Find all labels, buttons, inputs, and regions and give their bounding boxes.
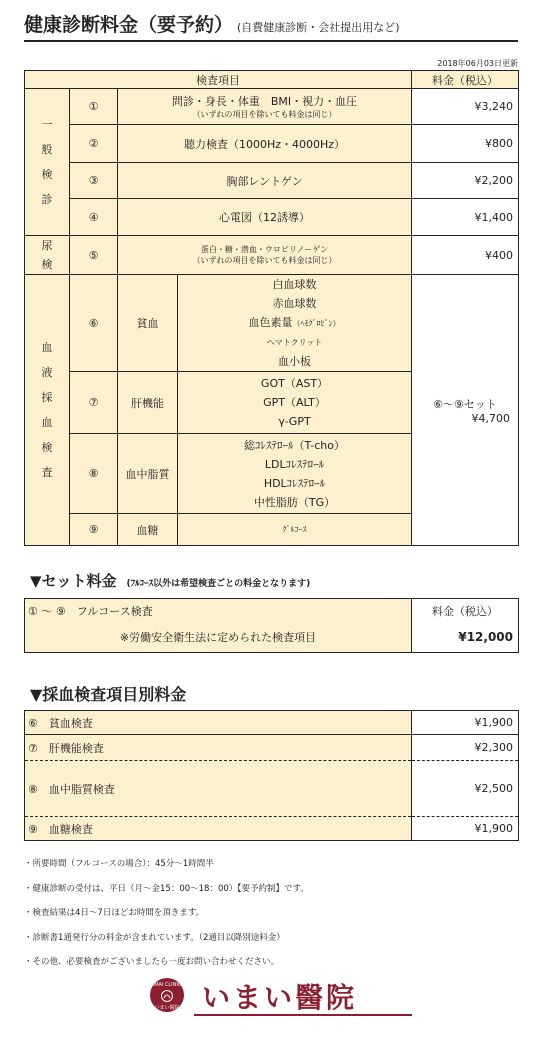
blood-items: 総ｺﾚｽﾃﾛｰﾙ（T-cho） LDLｺﾚｽﾃﾛｰﾙ HDLｺﾚｽﾃﾛｰﾙ 中性脂肪（TG）	[178, 434, 412, 514]
blood-exam-label: 血 液 採 血 検 査	[25, 275, 70, 546]
clinic-badge-icon: IMAI CLINIC いまい醫院	[150, 978, 184, 1012]
blood-items: GOT（AST） GPT（ALT） γ-GPT	[178, 372, 412, 434]
header-item: 検査項目	[25, 71, 412, 89]
sample-item: ⑥ 貧血検査	[25, 711, 412, 735]
page-title	[24, 10, 400, 37]
row-number: ⑧	[70, 434, 118, 514]
sample-item: ⑨ 血糖検査	[25, 817, 412, 841]
logo-underline	[194, 1014, 412, 1016]
blood-items: 白血球数 赤血球数 血色素量（ﾍﾓｸﾞﾛﾋﾞﾝ） ヘマトクリット 血小板	[178, 275, 412, 372]
sample-price: ¥1,900	[412, 711, 519, 735]
sample-section-title: ▼採血検査項目別料金	[30, 685, 187, 704]
row-number: ③	[70, 163, 118, 199]
blood-category: 肝機能	[118, 372, 178, 434]
exam-item: 心電図（12誘導）	[118, 199, 412, 236]
row-number: ①	[70, 89, 118, 125]
blood-test-price-table	[24, 710, 519, 841]
row-number: ⑦	[70, 372, 118, 434]
sample-item: ⑦ 肝機能検査	[25, 735, 412, 761]
set-section-title: ▼セット料金 (ﾌﾙｺｰｽ以外は希望検査ごとの料金となります)	[30, 572, 311, 590]
exam-price: ¥800	[412, 125, 519, 163]
note-item: ・健康診断の受付は、平日（月〜金15：00〜18：00）【要予約制】です。	[24, 883, 309, 894]
clinic-logo	[150, 976, 412, 1018]
general-exam-label: 一 般 検 診	[25, 89, 70, 236]
update-date: 2018年06月03日更新	[437, 59, 518, 68]
sample-price: ¥1,900	[412, 817, 519, 841]
set-price-header: 料金（税込）	[412, 599, 519, 623]
title-underline	[24, 40, 518, 42]
exam-item: 蛋白・糖・潜血・ウロビリノーゲン （いずれの項目を除いても料金は同じ）	[118, 236, 412, 275]
blood-category: 血中脂質	[118, 434, 178, 514]
blood-items: ｸﾞﾙｺｰｽ	[178, 514, 412, 546]
title-text: 健康診断料金（要予約）	[24, 14, 234, 36]
set-price: ¥12,000	[412, 623, 519, 653]
urine-exam-label: 尿 検	[25, 236, 70, 275]
title-subtitle: (自費健康診断・会社提出用など)	[237, 21, 400, 34]
exam-price: ¥400	[412, 236, 519, 275]
row-number: ⑤	[70, 236, 118, 275]
exam-price: ¥1,400	[412, 199, 519, 236]
notes-list	[24, 852, 309, 975]
clinic-emblem-icon	[160, 989, 174, 1003]
sample-price: ¥2,500	[412, 761, 519, 817]
exam-item: 問診・身長・体重 BMI・視力・血圧 （いずれの項目を除いても料金は同じ）	[118, 89, 412, 125]
note-item: ・診断書1通発行分の料金が含まれています。（2通目以降別途料金）	[24, 932, 285, 943]
blood-set-price: ⑥〜⑨セット ¥4,700	[412, 275, 519, 546]
sample-item: ⑧ 血中脂質検査	[25, 761, 412, 817]
note-item: ・検査結果は4日〜7日ほどお時間を頂きます。	[24, 908, 205, 918]
row-number: ④	[70, 199, 118, 236]
row-number: ⑨	[70, 514, 118, 546]
header-price: 料金（税込）	[412, 71, 519, 89]
blood-category: 貧血	[118, 275, 178, 372]
note-item: ・その他、必要検査がございましたら一度お問い合わせください。	[24, 957, 280, 967]
note-item: ・所要時間（フルコースの場合）：45分〜1時間半	[24, 859, 214, 869]
exam-price: ¥3,240	[412, 89, 519, 125]
row-number: ⑥	[70, 275, 118, 372]
row-number: ②	[70, 125, 118, 163]
exam-price-table	[24, 70, 519, 546]
set-description: ※労働安全衛生法に定められた検査項目	[25, 623, 412, 653]
sample-price: ¥2,300	[412, 735, 519, 761]
set-item: ① 〜 ⑨ フルコース検査	[25, 599, 412, 623]
clinic-name: いまい醫院	[202, 981, 358, 1014]
exam-item: 聴力検査（1000Hz・4000Hz）	[118, 125, 412, 163]
blood-category: 血糖	[118, 514, 178, 546]
exam-item: 胸部レントゲン	[118, 163, 412, 199]
set-price-table	[24, 598, 519, 653]
exam-price: ¥2,200	[412, 163, 519, 199]
